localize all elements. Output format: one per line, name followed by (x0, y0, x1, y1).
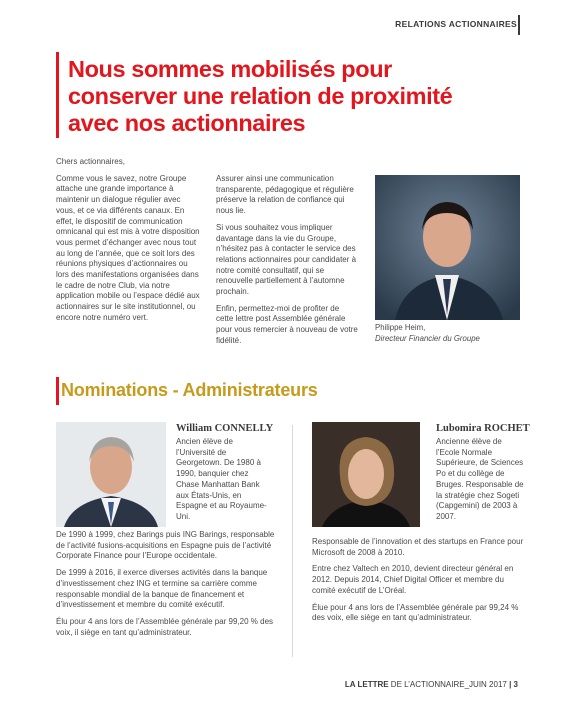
section-title: Nominations - Administrateurs (61, 380, 318, 400)
nominee-name: William CONNELLY (176, 423, 274, 434)
nominee-paragraph: De 1999 à 2016, il exerce diverses activités dans la banque d’investissement chez ING et termine sa carrière comme responsable mondial de la banque de financement et d’investissement et membre du comité exécutif. (56, 568, 268, 610)
nominee-paragraph: Responsable de l’innovation et des startups en France pour Microsoft de 2008 à 2010. (312, 537, 524, 557)
footer-separator: | (509, 680, 512, 689)
signer-name: Philippe Heim, (375, 323, 426, 332)
page-footer (345, 680, 518, 689)
page-number: 3 (513, 680, 518, 689)
portrait-photo (375, 175, 520, 320)
nominee-name: Lubomira ROCHET (436, 423, 530, 434)
letter-paragraph: Si vous souhaitez vous impliquer davantage dans la vie du Groupe, n’hésitez pas à contacter le service des relations actionnaires pour candidater à notre comité consultatif, qui se renouvelle partiellement à l’automne prochain. (216, 222, 357, 297)
column-divider (292, 425, 293, 657)
portrait-photo (312, 422, 420, 527)
nominee-bio (312, 537, 524, 630)
signer-title: Directeur Financier du Groupe (375, 334, 480, 343)
header-divider (518, 15, 520, 35)
footer-brand: LA LETTRE (344, 680, 389, 689)
letter-paragraph: Comme vous le savez, notre Groupe attache une grande importance à maintenir un dialogue régulier avec vous, et ce via différents canaux. En effet, le dispositif de communication omnicanal qui est mis à votre disposition vous permet d’échanger avec nous tout au long de l’année, que ce soit lors des réunions physiques d’actionnaires ou lors des manifestations organisées dans le cadre de notre Club, via notre application mobile ou l’espace dédié aux actionnaires sur le site institutionnel, ou encore notre numéro vert. (56, 173, 200, 322)
letter-column-1 (56, 157, 201, 330)
letter-column-2 (216, 174, 358, 353)
page-title: Nous sommes mobilisés pour conserver une relation de proximité avec nos actionnaires (68, 56, 453, 136)
letter-paragraph: Assurer ainsi une communication transparente, pédagogique et régulière préserve la relation de confiance qui nous lie. (216, 174, 354, 216)
section-accent-bar (56, 377, 59, 405)
section-header: RELATIONS ACTIONNAIRES (395, 19, 517, 29)
letter-salutation: Chers actionnaires, (56, 157, 125, 166)
nominee-bio (56, 530, 278, 644)
nominee-paragraph: Entre chez Valtech en 2010, devient directeur général en 2012. Depuis 2014, Chief Digital Officer et membre du comité exécutif de L’Oréal. (312, 564, 514, 595)
nominee-intro: Ancienne élève de l’Ecole Normale Supérieure, de Sciences Po et du collège de Bruges. Responsable de la stratégie chez Sogeti (Capgemini) de 2003 à 2007. (436, 437, 524, 521)
portrait-photo (56, 422, 166, 527)
footer-issue: DE L’ACTIONNAIRE_JUIN 2017 (388, 680, 510, 689)
nominee-paragraph: De 1990 à 1999, chez Barings puis ING Barings, responsable de l’activité fusions-acquisitions en Espagne puis de l’activité Corporate Finance pour l’Europe occidentale. (56, 530, 275, 561)
nominee-intro: Ancien élève de l’Université de Georgetown. De 1980 à 1990, banquier chez Chase Manhattan Bank aux États-Unis, en Espagne et au Royaume-Uni. (176, 437, 267, 521)
nominee-paragraph: Élu pour 4 ans lors de l’Assemblée générale par 99,20 % des voix, il siège en tant qu’administrateur. (56, 616, 274, 637)
title-accent-bar (56, 52, 59, 138)
nominee-paragraph: Élue pour 4 ans lors de l’Assemblée générale par 99,24 % des voix, elle siège en tant qu’administrateur. (312, 602, 519, 623)
letter-paragraph: Enfin, permettez-moi de profiter de cette lettre post Assemblée générale pour vous remercier à nouveau de votre fidélité. (216, 303, 358, 345)
